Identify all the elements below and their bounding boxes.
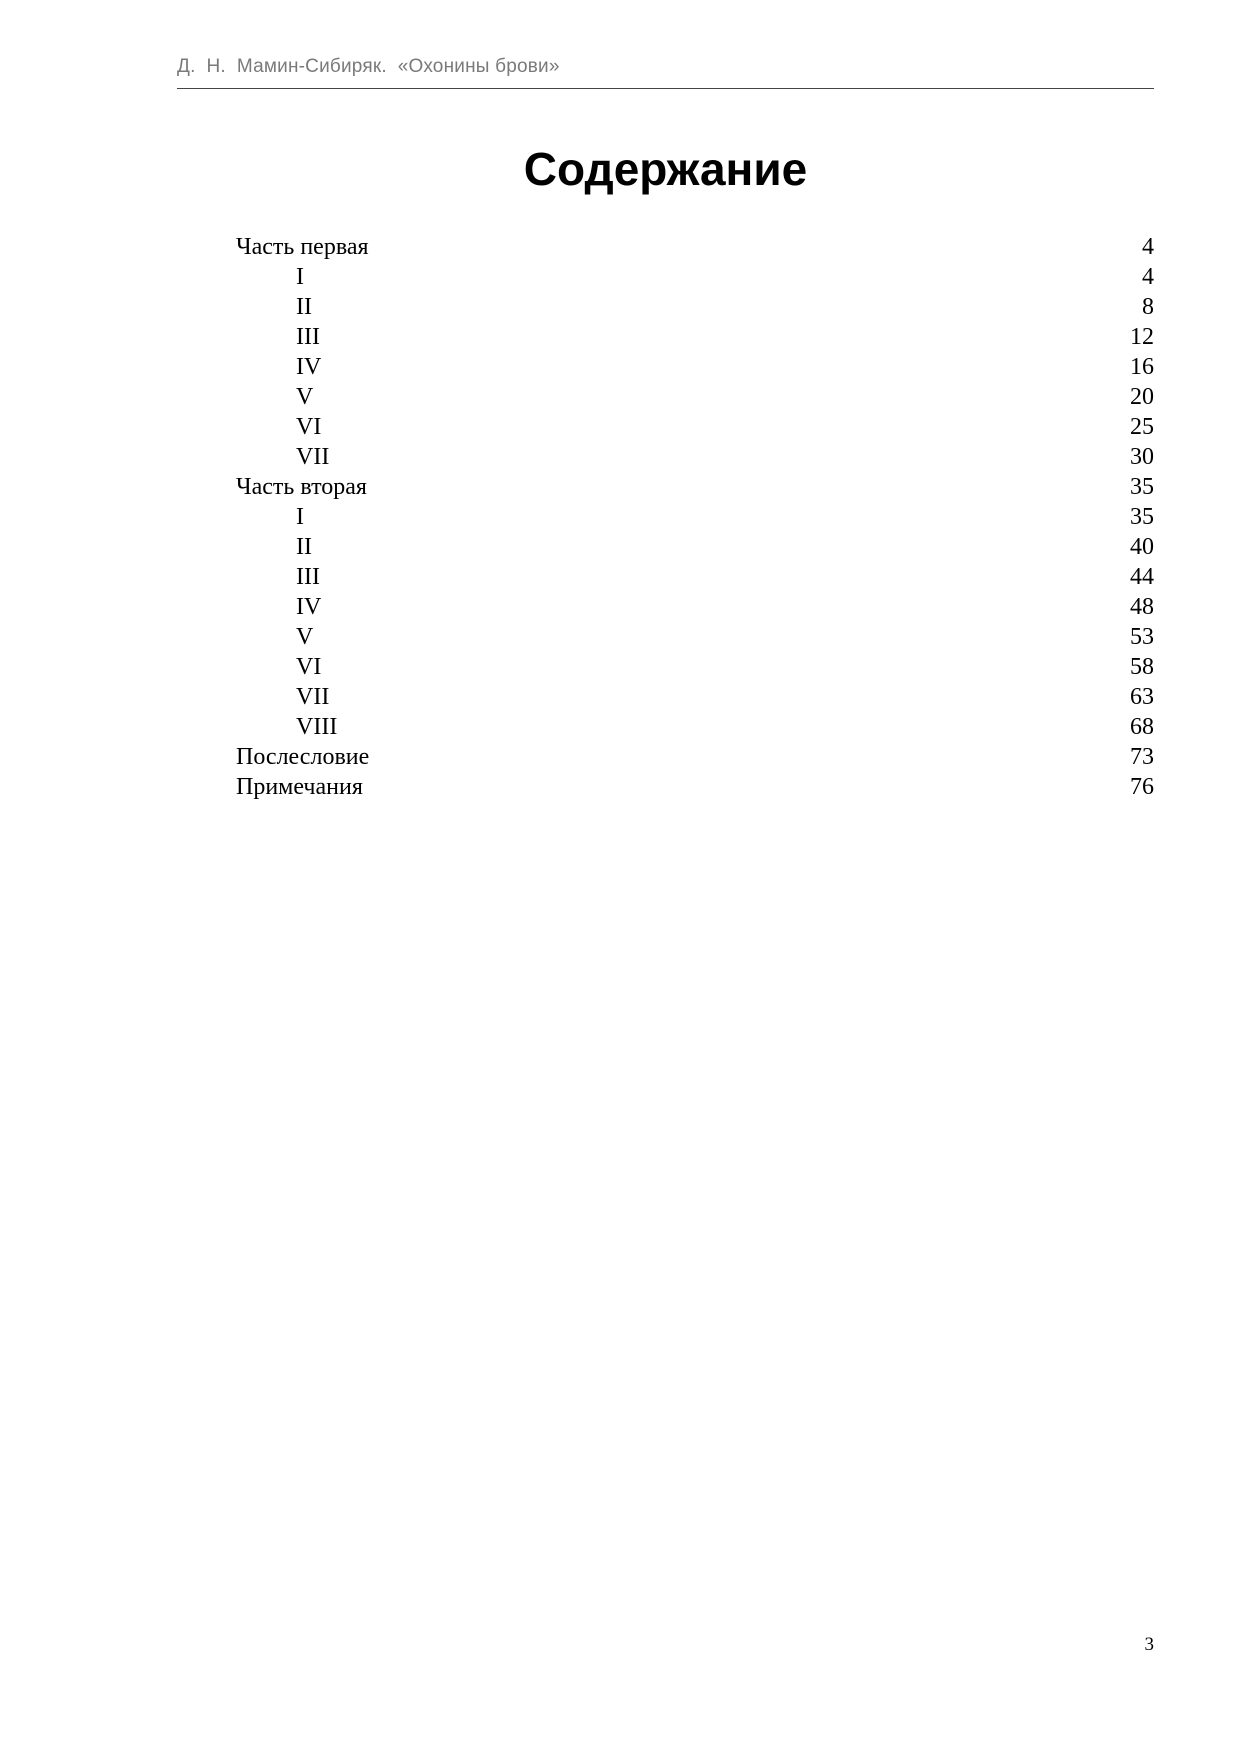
toc-entry-page: 25 bbox=[1130, 414, 1154, 440]
toc-entry-chapter[interactable] bbox=[236, 712, 1154, 742]
toc-entry-label: VIII bbox=[296, 714, 338, 740]
toc-entry-page: 58 bbox=[1130, 654, 1154, 680]
toc-entry-chapter[interactable] bbox=[236, 262, 1154, 292]
toc-entry-label: VII bbox=[296, 684, 330, 710]
toc-entry-label: VI bbox=[296, 654, 322, 680]
toc-entry-page: 4 bbox=[1142, 234, 1154, 260]
toc-entry-page: 35 bbox=[1130, 504, 1154, 530]
toc-entry-label: Примечания bbox=[236, 774, 363, 800]
toc-entry-chapter[interactable] bbox=[236, 382, 1154, 412]
toc-entry-page: 8 bbox=[1142, 294, 1154, 320]
toc-entry-part-two[interactable] bbox=[236, 472, 1154, 502]
toc-entry-label: I bbox=[296, 504, 304, 530]
toc-entry-label: V bbox=[296, 384, 314, 410]
toc-entry-chapter[interactable] bbox=[236, 682, 1154, 712]
toc-entry-page: 76 bbox=[1130, 774, 1154, 800]
toc-entry-page: 4 bbox=[1142, 264, 1154, 290]
toc-entry-label: Часть первая bbox=[236, 234, 369, 260]
toc-entry-page: 68 bbox=[1130, 714, 1154, 740]
toc-entry-label: Послесловие bbox=[236, 744, 370, 770]
toc-entry-part-one[interactable] bbox=[236, 232, 1154, 262]
toc-entry-chapter[interactable] bbox=[236, 442, 1154, 472]
toc-entry-chapter[interactable] bbox=[236, 652, 1154, 682]
table-of-contents bbox=[236, 232, 1154, 802]
toc-entry-page: 53 bbox=[1130, 624, 1154, 650]
toc-entry-page: 63 bbox=[1130, 684, 1154, 710]
toc-entry-label: VII bbox=[296, 444, 330, 470]
toc-entry-page: 44 bbox=[1130, 564, 1154, 590]
toc-entry-chapter[interactable] bbox=[236, 352, 1154, 382]
toc-entry-page: 48 bbox=[1130, 594, 1154, 620]
toc-entry-page: 16 bbox=[1130, 354, 1154, 380]
toc-entry-label: I bbox=[296, 264, 304, 290]
toc-entry-chapter[interactable] bbox=[236, 622, 1154, 652]
toc-entry-chapter[interactable] bbox=[236, 322, 1154, 352]
toc-title: Содержание bbox=[523, 143, 808, 195]
toc-entry-page: 30 bbox=[1130, 444, 1154, 470]
running-header: Д. Н. Мамин-Сибиряк. «Охонины брови» bbox=[177, 56, 560, 77]
toc-entry-chapter[interactable] bbox=[236, 562, 1154, 592]
toc-entry-chapter[interactable] bbox=[236, 592, 1154, 622]
toc-entry-afterword[interactable] bbox=[236, 742, 1154, 772]
page-number: 3 bbox=[1144, 1634, 1154, 1655]
toc-entry-page: 40 bbox=[1130, 534, 1154, 560]
toc-entry-chapter[interactable] bbox=[236, 292, 1154, 322]
toc-entry-label: III bbox=[296, 324, 320, 350]
toc-entry-label: V bbox=[296, 624, 314, 650]
toc-entry-chapter[interactable] bbox=[236, 502, 1154, 532]
toc-entry-page: 35 bbox=[1130, 474, 1154, 500]
toc-entry-page: 73 bbox=[1130, 744, 1154, 770]
toc-entry-label: II bbox=[296, 534, 312, 560]
toc-entry-page: 20 bbox=[1130, 384, 1154, 410]
header-rule bbox=[177, 88, 1154, 89]
toc-entry-page: 12 bbox=[1130, 324, 1154, 350]
toc-entry-label: VI bbox=[296, 414, 322, 440]
toc-entry-chapter[interactable] bbox=[236, 532, 1154, 562]
toc-entry-notes[interactable] bbox=[236, 772, 1154, 802]
toc-entry-label: Часть вторая bbox=[236, 474, 367, 500]
toc-entry-chapter[interactable] bbox=[236, 412, 1154, 442]
toc-entry-label: IV bbox=[296, 594, 322, 620]
toc-entry-label: III bbox=[296, 564, 320, 590]
toc-entry-label: IV bbox=[296, 354, 322, 380]
toc-entry-label: II bbox=[296, 294, 312, 320]
